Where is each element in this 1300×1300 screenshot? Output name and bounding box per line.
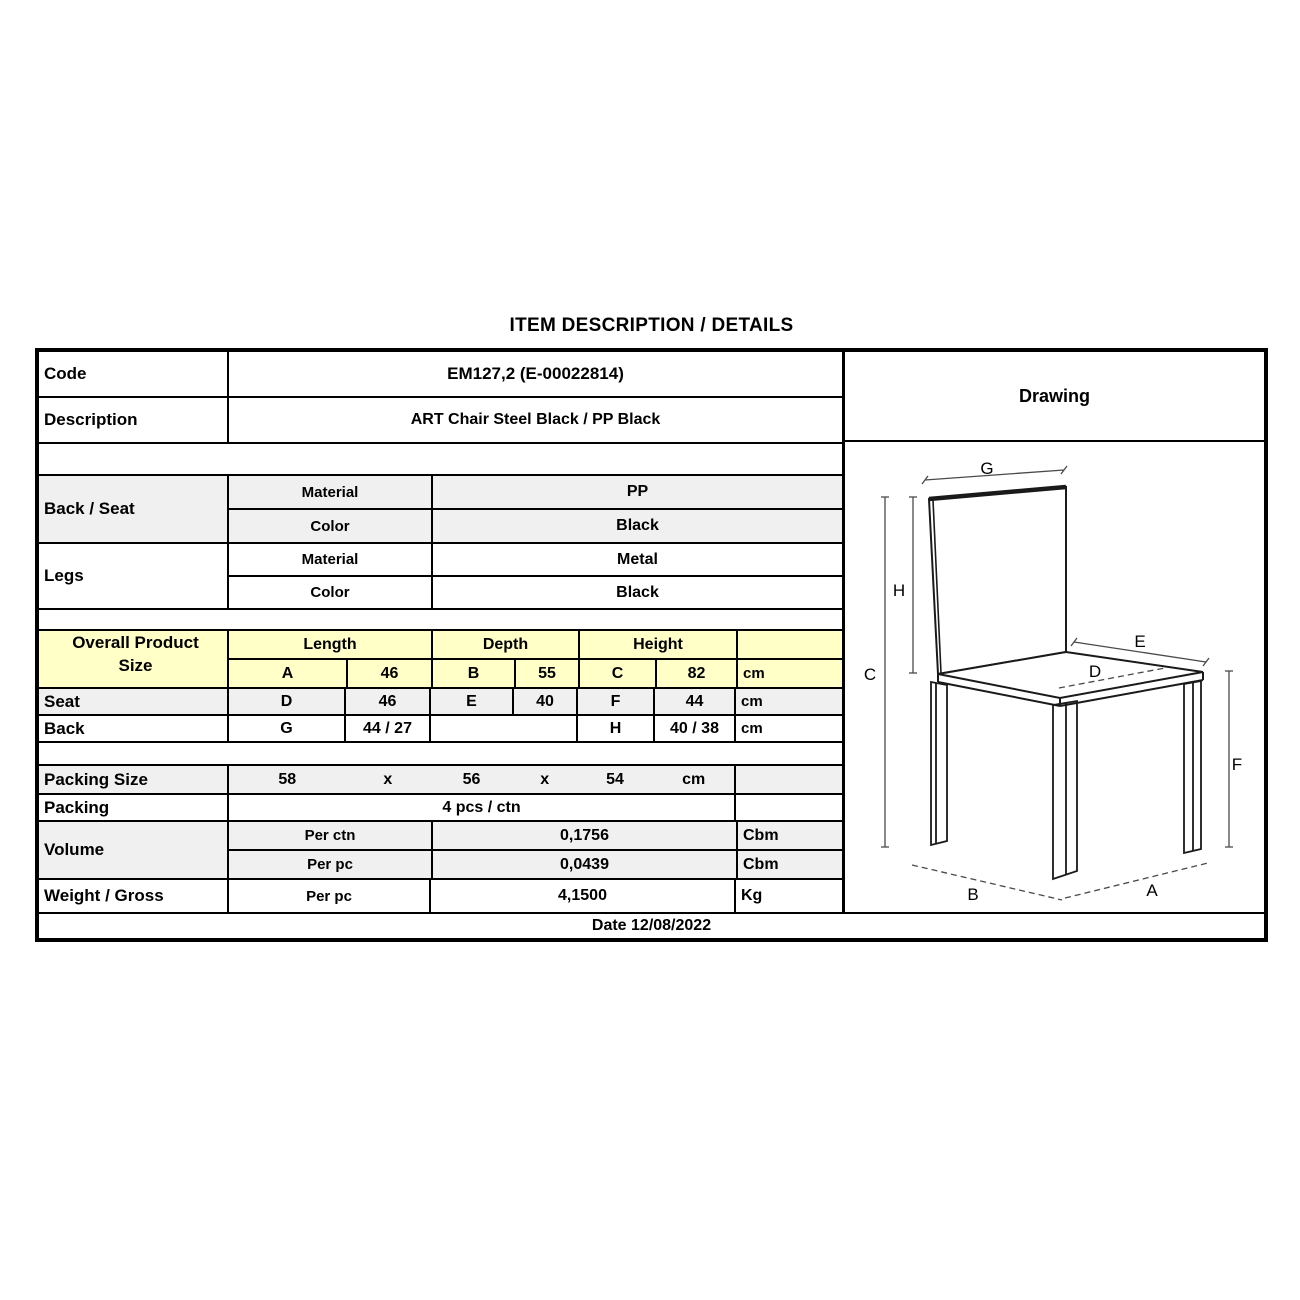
per-pc-unit: Cbm [736, 851, 842, 878]
seat-unit: cm [734, 689, 842, 714]
dim-label-c: C [863, 665, 877, 684]
back-seat-material-label: Material [301, 483, 359, 501]
seat-f-val: 44 [653, 689, 734, 714]
volume-per-pc-row [229, 849, 842, 878]
spacer-cell [39, 444, 842, 474]
spacer-cell [39, 610, 842, 629]
spec-table [35, 348, 1268, 942]
size-header-band [39, 629, 842, 687]
dim-label-h: H [892, 581, 906, 600]
overall-b-key: B [431, 660, 514, 687]
packing-row [39, 793, 842, 820]
seat-e-key: E [429, 689, 512, 714]
back-g-key: G [227, 716, 344, 741]
size-header-label [39, 631, 227, 687]
weight-per-pc-label: Per pc [227, 880, 429, 912]
chair-legs [931, 681, 1201, 879]
legs-label: Legs [44, 566, 84, 585]
date-row [39, 912, 1264, 938]
size-header-rows [227, 631, 842, 687]
col-header-height: Height [578, 631, 736, 658]
volume-rows [227, 822, 842, 878]
weight-unit: Kg [734, 880, 842, 912]
code-value: EM127,2 (E-00022814) [227, 352, 842, 396]
chair-drawing [845, 442, 1264, 912]
per-pc-value: 0,0439 [431, 851, 736, 878]
overall-c-key: C [578, 660, 655, 687]
packing-size-value [227, 766, 734, 793]
packing-size-empty [734, 766, 842, 793]
seat-d-val: 46 [344, 689, 429, 714]
spacer-cell [39, 743, 842, 764]
chair-back-panel [929, 487, 1066, 674]
packing-empty [734, 795, 842, 820]
page-title: ITEM DESCRIPTION / DETAILS [509, 315, 794, 336]
per-ctn-value: 0,1756 [431, 822, 736, 849]
back-seat-material-value: PP [431, 476, 842, 508]
packing-size-row [39, 764, 842, 793]
weight-value: 4,1500 [429, 880, 734, 912]
drawing-column [842, 352, 1264, 912]
legs-rows [227, 544, 842, 608]
spacer-row [39, 741, 842, 764]
seat-f-key: F [576, 689, 653, 714]
dim-label-f: F [1231, 755, 1243, 774]
description-value: ART Chair Steel Black / PP Black [227, 398, 842, 442]
back-seat-band [39, 474, 842, 542]
col-header-length: Length [303, 635, 357, 653]
size-dims-header-row [229, 631, 842, 658]
description-label: Description [44, 410, 138, 429]
packing-size-x2: x [540, 770, 550, 788]
packing-size-h: 54 [606, 770, 624, 788]
drawing-header: Drawing [845, 352, 1264, 442]
back-seat-color-row [229, 508, 842, 542]
table-top-section [39, 352, 1264, 912]
dim-label-e: E [1134, 632, 1146, 651]
code-label: Code [44, 364, 87, 383]
per-ctn-label: Per ctn [304, 827, 356, 844]
legs-band [39, 542, 842, 608]
back-unit: cm [734, 716, 842, 741]
overall-unit: cm [736, 660, 842, 687]
volume-per-ctn-row [229, 822, 842, 849]
dim-label-b: B [967, 885, 979, 904]
back-empty-cell [429, 716, 576, 741]
legs-color-row [229, 575, 842, 608]
spacer-row [39, 608, 842, 629]
packing-size-label: Packing Size [44, 769, 148, 789]
packing-size-w: 58 [278, 770, 297, 788]
code-row [39, 352, 842, 396]
back-seat-material-row [229, 476, 842, 508]
seat-e-val: 40 [512, 689, 576, 714]
spacer-row [39, 442, 842, 474]
seat-label: Seat [44, 691, 80, 711]
back-seat-label: Back / Seat [44, 499, 135, 518]
seat-size-row [39, 687, 842, 714]
packing-size-d: 56 [462, 770, 481, 788]
back-seat-color-value: Black [431, 510, 842, 542]
legs-material-label: Material [301, 551, 359, 568]
size-header-label-line2: Size [118, 656, 153, 675]
packing-size-unit: cm [682, 770, 706, 788]
left-table [39, 352, 842, 912]
legs-material-value: Metal [431, 544, 842, 575]
packing-label: Packing [44, 797, 110, 817]
back-label: Back [44, 718, 85, 738]
date-text: Date 12/08/2022 [591, 917, 712, 934]
overall-b-val: 55 [514, 660, 578, 687]
dim-label-g: G [980, 459, 994, 478]
weight-label: Weight / Gross [44, 886, 164, 905]
back-h-val: 40 / 38 [653, 716, 734, 741]
dim-label-a: A [1146, 881, 1158, 900]
overall-a-key: A [281, 664, 294, 682]
volume-label: Volume [44, 840, 105, 859]
overall-size-row [229, 658, 842, 687]
packing-size-x1: x [383, 770, 393, 788]
volume-band [39, 820, 842, 878]
overall-c-val: 82 [655, 660, 736, 687]
back-size-row [39, 714, 842, 741]
back-g-val: 44 / 27 [344, 716, 429, 741]
size-header-label-line1: Overall Product [72, 633, 199, 652]
description-row [39, 396, 842, 442]
legs-color-value: Black [431, 577, 842, 608]
overall-a-val: 46 [346, 660, 431, 687]
weight-row [39, 878, 842, 912]
dim-label-d: D [1088, 662, 1102, 681]
per-pc-label: Per pc [307, 856, 353, 873]
back-seat-rows [227, 476, 842, 542]
legs-material-row [229, 544, 842, 575]
per-ctn-unit: Cbm [736, 822, 842, 849]
col-header-empty [736, 631, 842, 658]
back-seat-color-label: Color [310, 517, 350, 535]
legs-color-label: Color [310, 584, 350, 601]
col-header-depth: Depth [431, 631, 578, 658]
seat-d-key: D [227, 689, 344, 714]
drawing-area [845, 442, 1264, 912]
spec-sheet [35, 310, 1268, 942]
packing-value: 4 pcs / ctn [227, 795, 734, 820]
back-h-key: H [576, 716, 653, 741]
